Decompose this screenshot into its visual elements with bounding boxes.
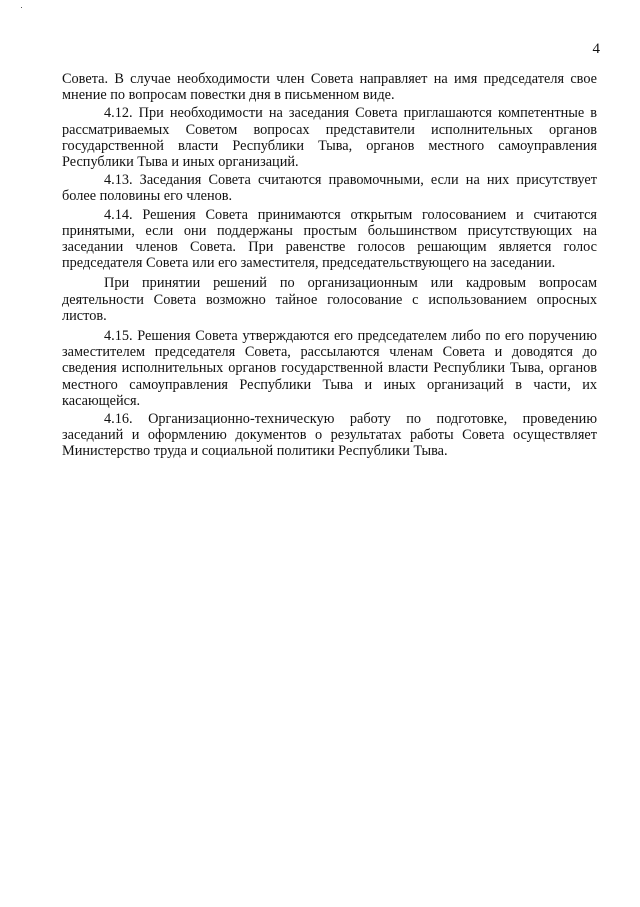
paragraph-4-16: 4.16. Организационно-техническую работу по подготовке, проведению заседаний и оформлению документов о результатах работы Совета осуществляет Министерство труда и социальной политики Республики Тыва.: [62, 411, 597, 460]
paragraph-continuation: Совета. В случае необходимости член Совета направляет на имя председателя свое мнение по вопросам повестки дня в письменном виде.: [62, 71, 597, 104]
paragraph-4-12: 4.12. При необходимости на заседания Совета приглашаются компетентные в рассматриваемых Советом вопросах представители исполнительных органов государственной власти Республики Тыва, органов местного самоуправления Республики Тыва и иных организаций.: [62, 105, 597, 171]
document-body: [62, 71, 597, 462]
scan-artifact-dot: [21, 7, 22, 8]
paragraph-4-14: 4.14. Решения Совета принимаются открытым голосованием и считаются принятыми, если они поддержаны простым большинством присутствующих на заседании членов Совета. При равенстве голосов решающим является голос председателя Совета или его заместителя, председательствующего на заседании.: [62, 206, 597, 272]
paragraph-4-13: 4.13. Заседания Совета считаются правомочными, если на них присутствует более половины его членов.: [62, 172, 597, 205]
page-number: 4: [592, 41, 600, 57]
paragraph-4-15: 4.15. Решения Совета утверждаются его председателем либо по его поручению заместителем председателя Совета, рассылаются членам Совета и доводятся до сведения исполнительных органов государственной власти Республики Тыва, органов местного самоуправления Республики Тыва и иных организаций в части, их касающейся.: [62, 328, 597, 409]
paragraph-secret-vote: При принятии решений по организационным или кадровым вопросам деятельности Совета возможно тайное голосование с использованием опросных листов.: [62, 275, 597, 324]
